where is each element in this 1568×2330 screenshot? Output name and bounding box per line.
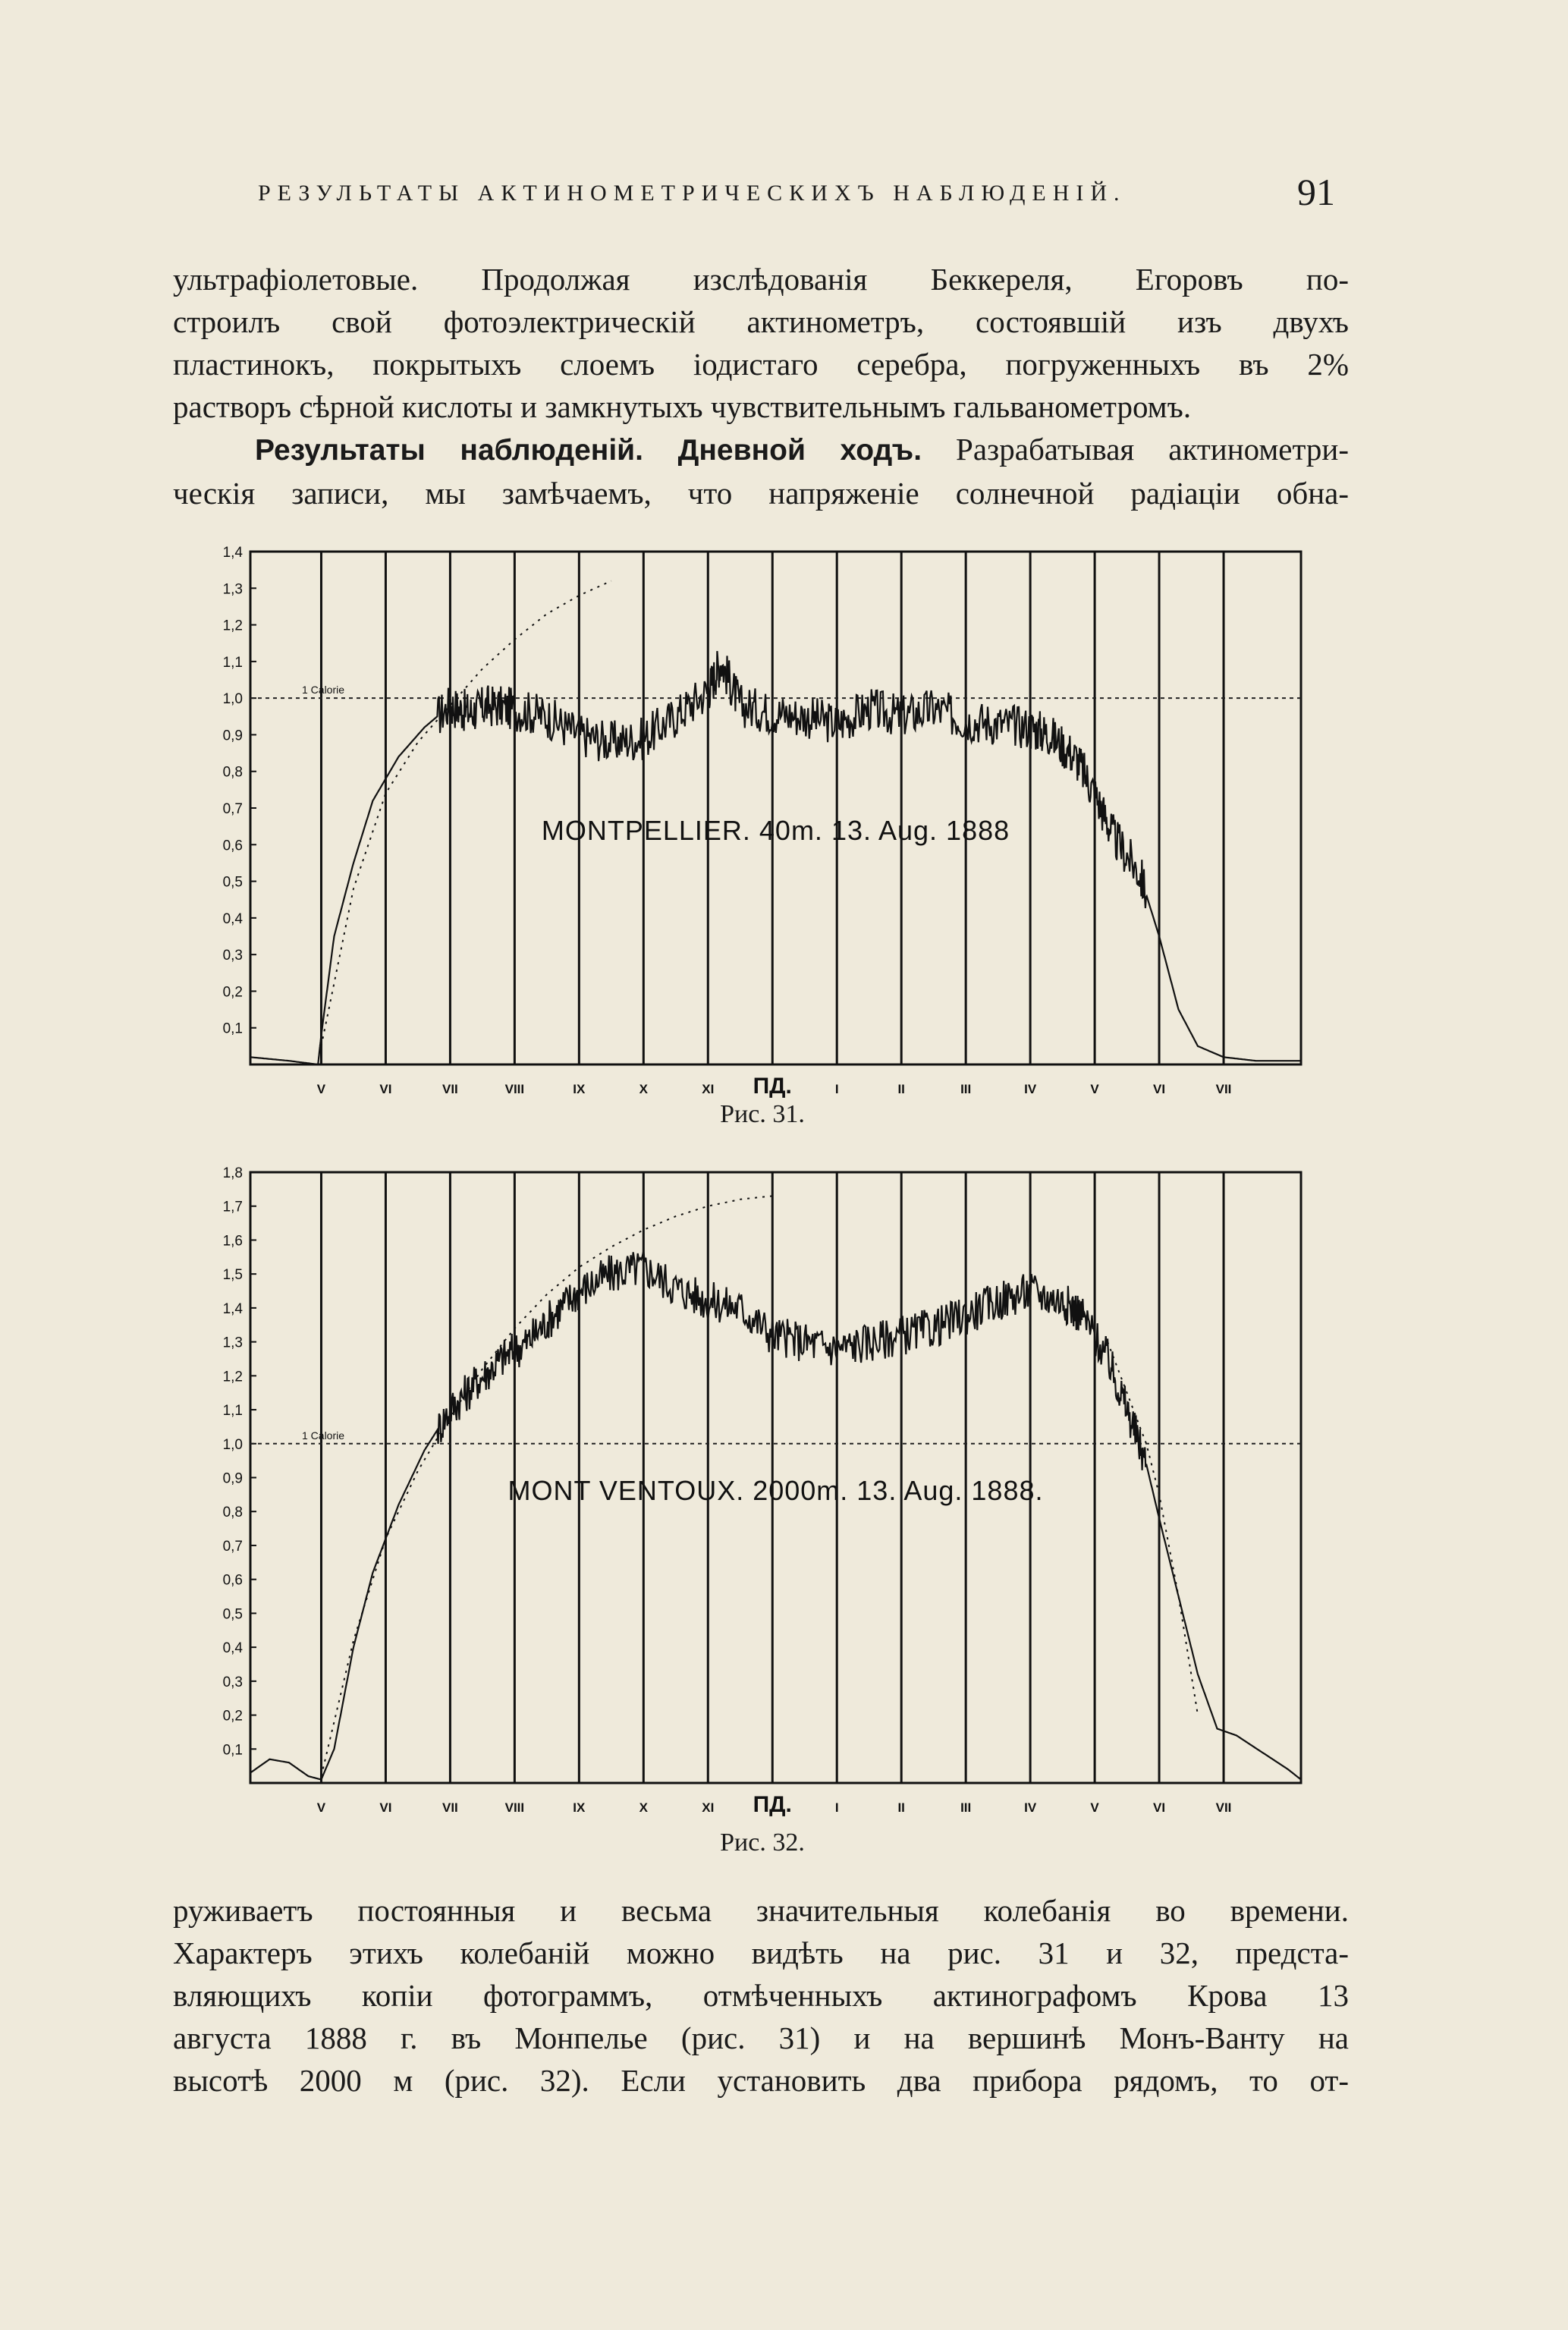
x-tick-label: III	[960, 1800, 972, 1815]
section-heading: Результаты наблюденій. Дневной ходъ.	[255, 434, 922, 467]
x-tick-label: VI	[379, 1082, 392, 1096]
y-tick-label: 1,0	[222, 691, 243, 708]
x-tick-label: ПД.	[753, 1074, 792, 1099]
figure-31-caption: Рис. 31.	[720, 1100, 805, 1128]
running-header	[258, 171, 1335, 213]
y-tick-label: 0,3	[222, 1674, 243, 1690]
x-tick-label: IX	[573, 1082, 586, 1096]
y-tick-label: 1,6	[222, 1233, 243, 1250]
text-line: строилъ свой фотоэлектрическій актинометръ, состоявшій изъ двухъ	[173, 304, 1349, 339]
text-line: ческія записи, мы замѣчаемъ, что напряженіе солнечной радіаціи обна-	[173, 476, 1349, 511]
running-title: РЕЗУЛЬТАТЫ АКТИНОМЕТРИЧЕСКИХЪ НАБЛЮДЕНІЙ.	[258, 181, 1127, 206]
plot-frame	[250, 1172, 1301, 1783]
reference-label: 1 Calorie	[302, 1429, 345, 1442]
x-tick-label: III	[960, 1082, 972, 1096]
y-tick-label: 0,2	[222, 984, 243, 1001]
envelope-line	[322, 1196, 773, 1776]
x-tick-label: V	[1090, 1800, 1099, 1815]
y-tick-label: 1,0	[222, 1436, 243, 1453]
text-line: вляющихъ копіи фотограммъ, отмѣченныхъ актинографомъ Крова 13	[173, 1978, 1349, 2013]
x-tick-label: I	[834, 1800, 839, 1815]
y-tick-label: 1,8	[222, 1165, 243, 1181]
text-line: растворъ сѣрной кислоты и замкнутыхъ чувствительнымъ гальванометромъ.	[173, 389, 1192, 424]
x-tick-label: XI	[702, 1082, 715, 1096]
y-tick-label: 0,1	[222, 1742, 243, 1759]
reference-label: 1 Calorie	[302, 684, 345, 696]
x-tick-label: V	[1090, 1082, 1099, 1096]
y-tick-label: 0,4	[222, 1640, 243, 1657]
envelope-line	[1108, 1342, 1198, 1715]
figure-32-caption: Рис. 32.	[720, 1828, 805, 1857]
x-tick-label: VIII	[504, 1082, 525, 1096]
y-tick-label: 0,6	[222, 838, 243, 854]
x-tick-label: VIII	[504, 1800, 525, 1815]
y-tick-label: 0,7	[222, 801, 243, 817]
x-tick-label: II	[897, 1082, 905, 1096]
y-tick-label: 1,2	[222, 618, 243, 634]
x-tick-label: II	[897, 1800, 905, 1815]
heading-continuation: Разрабатывая актинометри-	[956, 432, 1350, 467]
paragraph-1	[173, 258, 1349, 428]
page-number: 91	[1297, 171, 1335, 213]
y-tick-label: 1,1	[222, 654, 243, 671]
text-line: августа 1888 г. въ Монпелье (рис. 31) и на вершинѣ Монъ-Ванту на	[173, 2020, 1349, 2055]
text-line: руживаетъ постоянныя и весьма значительныя колебанія во времени.	[173, 1893, 1349, 1928]
x-tick-label: V	[316, 1082, 326, 1096]
x-tick-label: VII	[1215, 1800, 1232, 1815]
y-tick-label: 1,3	[222, 581, 243, 598]
x-tick-label: X	[639, 1800, 648, 1815]
y-tick-label: 0,8	[222, 1505, 243, 1521]
y-tick-label: 0,5	[222, 874, 243, 891]
text-line: высотѣ 2000 м (рис. 32). Если установить два прибора рядомъ, то от-	[173, 2063, 1349, 2098]
x-tick-label: V	[316, 1800, 326, 1815]
y-tick-label: 0,1	[222, 1020, 243, 1037]
y-tick-label: 1,1	[222, 1403, 243, 1420]
text-line	[173, 428, 1349, 472]
y-tick-label: 0,5	[222, 1606, 243, 1623]
x-tick-label: ПД.	[753, 1792, 792, 1817]
x-tick-label: X	[639, 1082, 648, 1096]
y-tick-label: 1,2	[222, 1369, 243, 1385]
y-tick-label: 0,6	[222, 1572, 243, 1589]
paragraph-2	[173, 428, 1349, 514]
x-tick-label: IV	[1024, 1800, 1037, 1815]
text-line: пластинокъ, покрытыхъ слоемъ іодистаго серебра, погруженныхъ въ 2%	[173, 347, 1349, 382]
envelope-line	[322, 581, 611, 1046]
y-tick-label: 1,7	[222, 1199, 243, 1215]
text-line: Характеръ этихъ колебаній можно видѣть на рис. 31 и 32, предста-	[173, 1935, 1349, 1970]
chart-title: MONT VENTOUX. 2000m. 13. Aug. 1888.	[507, 1475, 1044, 1506]
x-tick-label: XI	[702, 1800, 715, 1815]
plot-frame	[250, 552, 1301, 1064]
data-line	[250, 1251, 1301, 1780]
x-tick-label: VII	[442, 1082, 458, 1096]
y-tick-label: 0,2	[222, 1708, 243, 1725]
y-tick-label: 1,4	[222, 545, 243, 561]
x-tick-label: VI	[379, 1800, 392, 1815]
y-tick-label: 0,9	[222, 728, 243, 744]
chart-title: MONTPELLIER. 40m. 13. Aug. 1888	[541, 815, 1010, 846]
y-tick-label: 0,8	[222, 764, 243, 781]
x-tick-label: VII	[1215, 1082, 1232, 1096]
x-tick-label: IX	[573, 1800, 586, 1815]
text-line: ультрафіолетовые. Продолжая изслѣдованія Беккереля, Егоровъ по-	[173, 262, 1349, 297]
y-tick-label: 0,3	[222, 948, 243, 964]
x-tick-label: VII	[442, 1800, 458, 1815]
y-tick-label: 0,7	[222, 1538, 243, 1555]
y-tick-label: 0,9	[222, 1470, 243, 1487]
paragraph-3	[173, 1889, 1349, 2102]
y-tick-label: 1,4	[222, 1300, 243, 1317]
x-tick-label: I	[834, 1082, 839, 1096]
x-tick-label: VI	[1153, 1082, 1166, 1096]
x-tick-label: IV	[1024, 1082, 1037, 1096]
y-tick-label: 0,4	[222, 910, 243, 927]
y-tick-label: 1,5	[222, 1267, 243, 1284]
data-line	[250, 651, 1301, 1064]
y-tick-label: 1,3	[222, 1335, 243, 1351]
x-tick-label: VI	[1153, 1800, 1166, 1815]
